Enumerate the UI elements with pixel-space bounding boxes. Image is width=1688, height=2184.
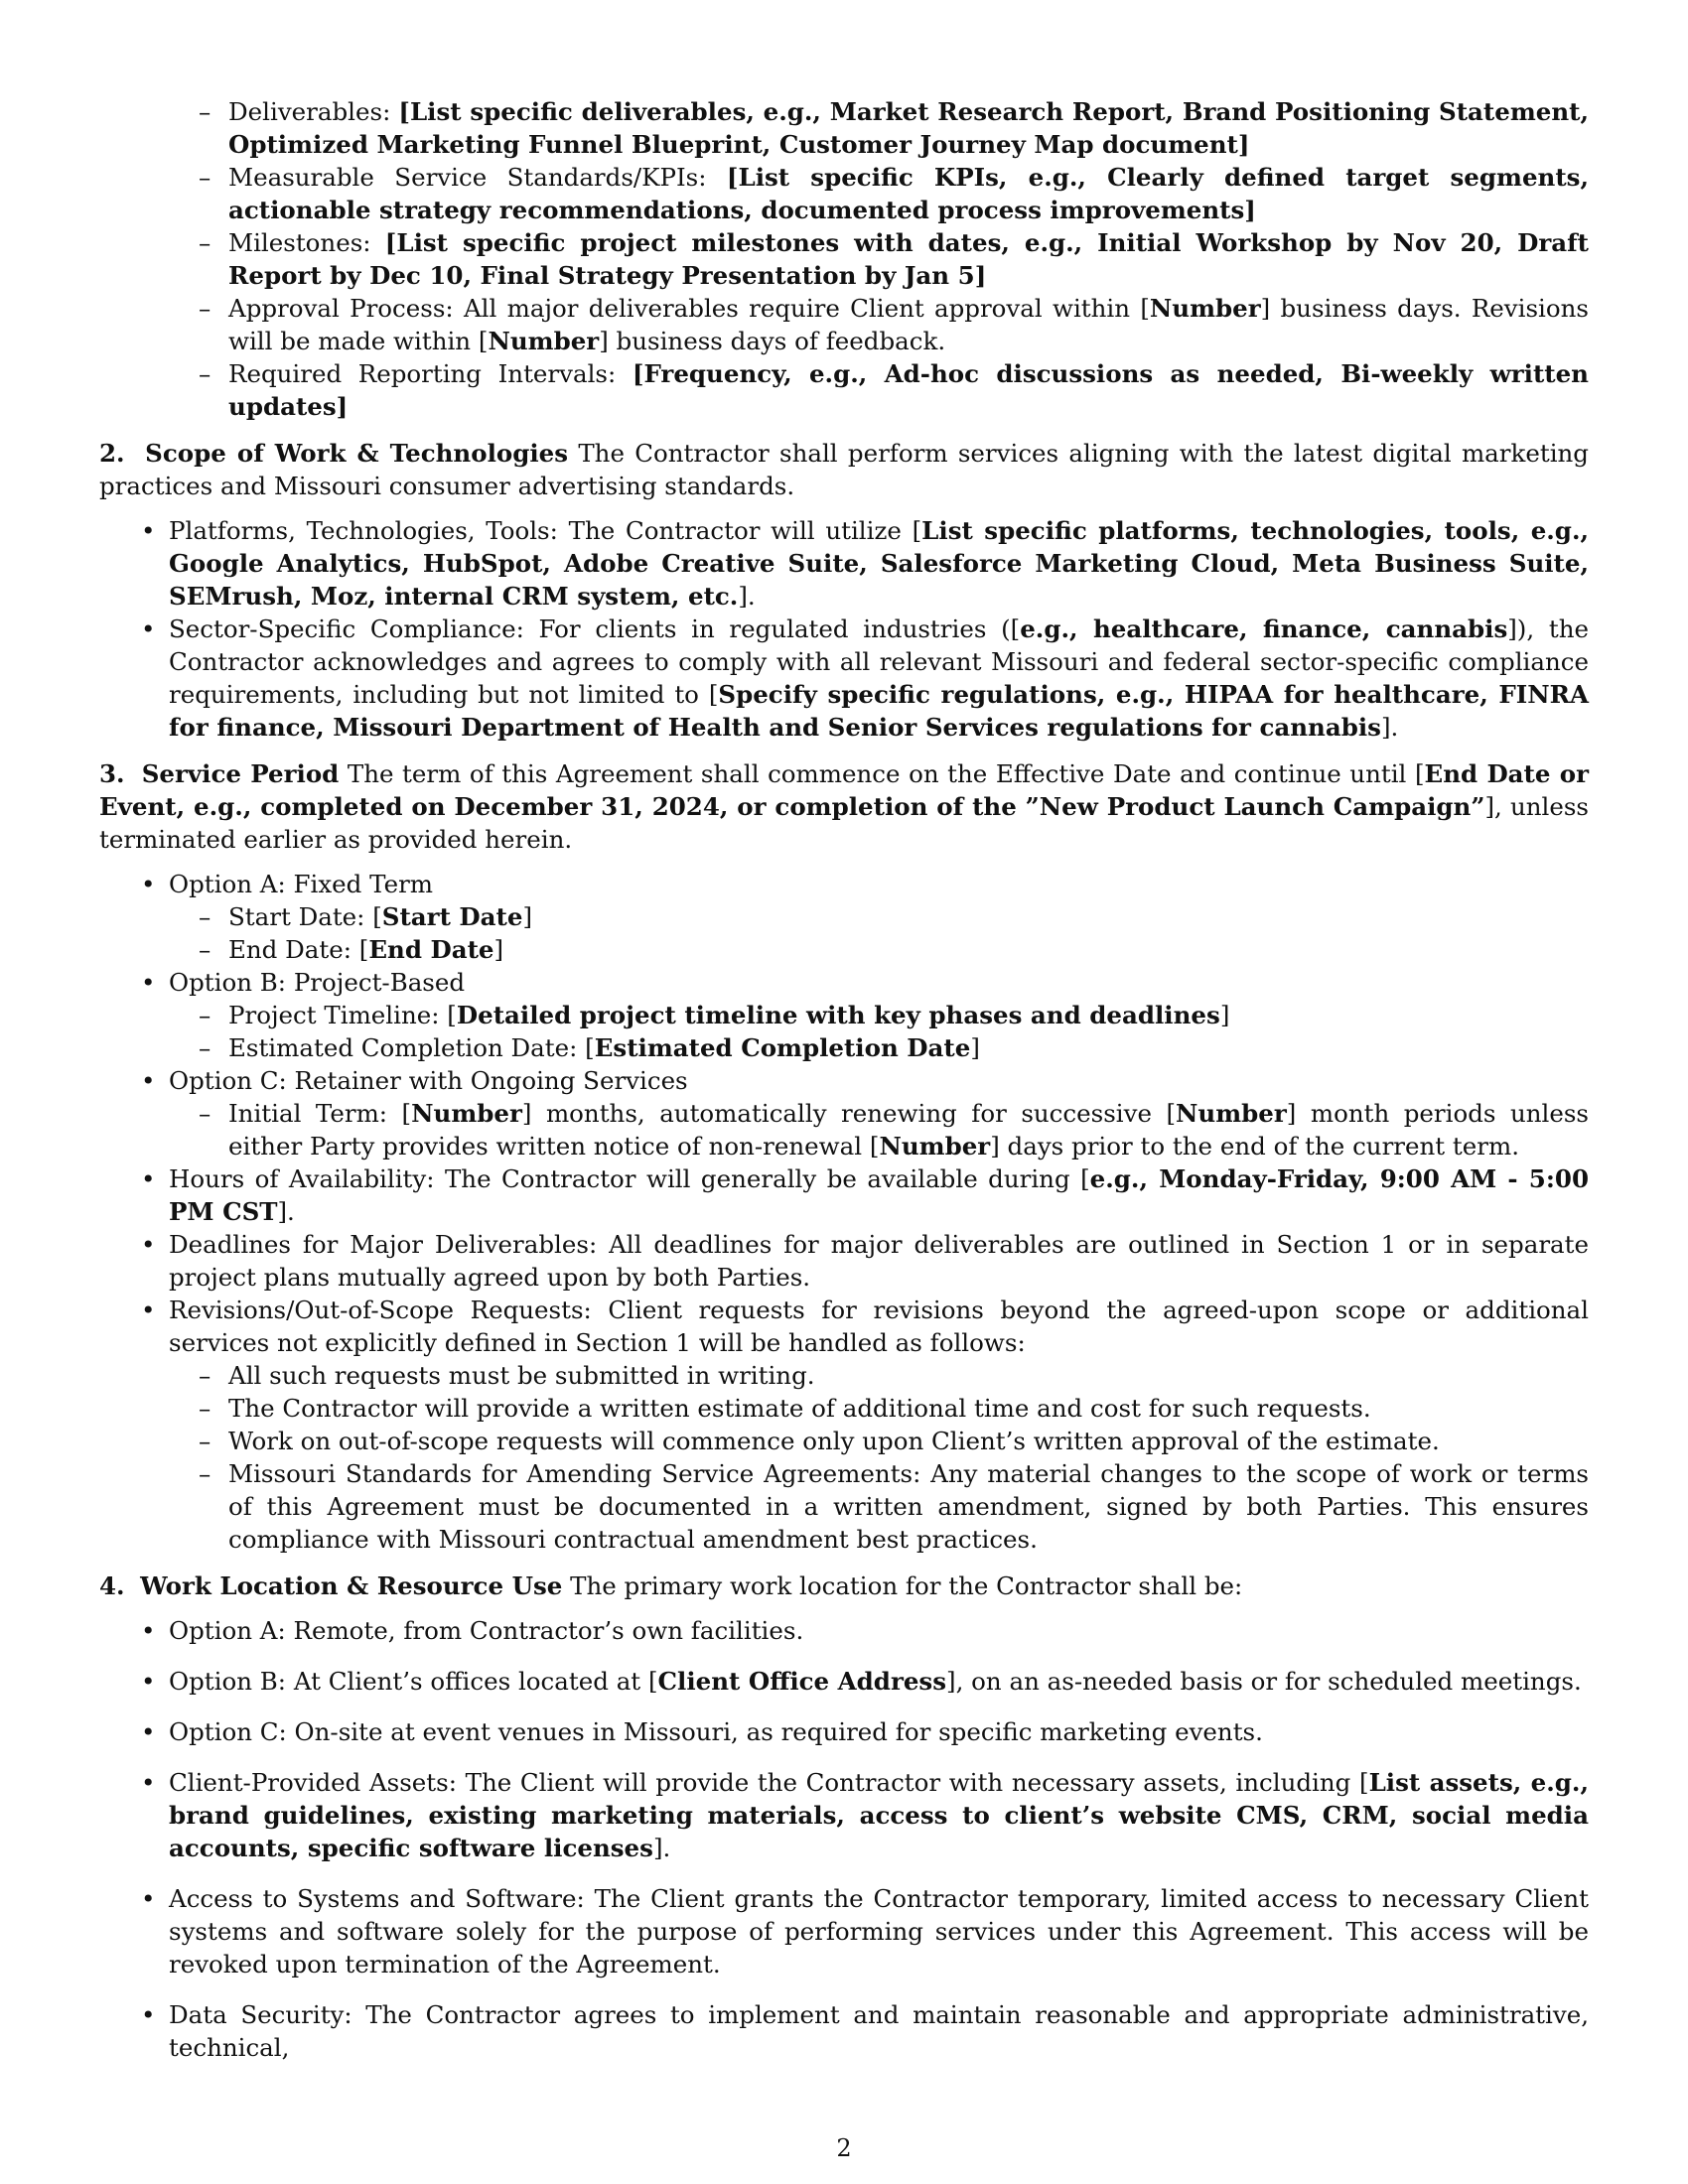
list-item: – Start Date: [Start Date] [169,900,1589,933]
list-item: – Required Reporting Intervals: [Frequency, e.g., Ad-hoc discussions as needed, Bi-weekly written updates] [99,357,1589,423]
list-item: • Option A: Fixed Term – Start Date: [Start Date] – End Date: [End Date] [99,868,1589,966]
list-item: – Initial Term: [Number] months, automatically renewing for successive [Number] month periods unless either Party provides written notice of non-renewal [Number] days prior to the end of the current term. [169,1097,1589,1162]
list-item: • Hours of Availability: The Contractor will generally be available during [e.g., Monday-Friday, 9:00 AM - 5:00 PM CST]. [99,1162,1589,1228]
list-item: • Option C: Retainer with Ongoing Services – Initial Term: [Number] months, automatically renewing for successive [Number] month periods unless either Party provides written notice of non-renewal [Number] days prior to the end of the current term. [99,1064,1589,1162]
list-item: • Option B: Project-Based – Project Timeline: [Detailed project timeline with key phases and deadlines] – Estimated Completion Date: [Estimated Completion Date] [99,966,1589,1064]
list-item: • Option C: On-site at event venues in Missouri, as required for specific marketing events. [99,1715,1589,1748]
list-item: – All such requests must be submitted in writing. [169,1359,1589,1392]
section-4 [99,1570,1589,2064]
list-item: – Missouri Standards for Amending Service Agreements: Any material changes to the scope of work or terms of this Agreement must be documented in a written amendment, signed by both Parties. This ensures compliance with Missouri contractual amendment best practices. [169,1457,1589,1556]
section-title: Scope of Work & Technologies [145,439,569,468]
section-4-heading: 4. Work Location & Resource Use The primary work location for the Contractor shall be: [99,1571,1243,1600]
section-2-list [99,514,1589,744]
list-item: – The Contractor will provide a written estimate of additional time and cost for such requests. [169,1392,1589,1425]
document-page [99,95,1589,2082]
section-3-heading: 3. Service Period The term of this Agreement shall commence on the Effective Date and continue until [End Date or Event, e.g., completed on December 31, 2024, or completion of the ”New Product Launch Campaign”], unless terminated earlier as provided herein. [99,759,1590,854]
section-3 [99,757,1589,1556]
list-item: – Deliverables: [List specific deliverables, e.g., Market Research Report, Brand Positioning Statement, Optimized Marketing Funnel Blueprint, Customer Journey Map document] [99,95,1589,161]
section-2 [99,437,1589,744]
section-4-list [99,1614,1589,2064]
list-item: • Sector-Specific Compliance: For clients in regulated industries ([e.g., healthcare, finance, cannabis]), the Contractor acknowledges and agrees to comply with all relevant Missouri and federal sector-specific compliance requirements, including but not limited to [Specify specific regulations, e.g., HIPAA for healthcare, FINRA for finance, Missouri Department of Health and Senior Services regulations for cannabis]. [99,613,1589,744]
list-item: • Access to Systems and Software: The Client grants the Contractor temporary, limited access to necessary Client systems and software solely for the purpose of performing services under this Agreement. This access will be revoked upon termination of the Agreement. [99,1882,1589,1980]
section-title: Work Location & Resource Use [140,1571,563,1600]
list-item: – Estimated Completion Date: [Estimated Completion Date] [169,1031,1589,1064]
section-title: Service Period [141,759,340,788]
list-item: – Measurable Service Standards/KPIs: [List specific KPIs, e.g., Clearly defined target segments, actionable strategy recommendations, documented process improvements] [99,161,1589,226]
list-item: • Platforms, Technologies, Tools: The Contractor will utilize [List specific platforms, technologies, tools, e.g., Google Analytics, HubSpot, Adobe Creative Suite, Salesforce Marketing Cloud, Meta Business Suite, SEMrush, Moz, internal CRM system, etc.]. [99,514,1589,613]
list-item: – Work on out-of-scope requests will commence only upon Client’s written approval of the estimate. [169,1425,1589,1457]
page-number: 2 [836,2134,852,2162]
list-item: • Revisions/Out-of-Scope Requests: Client requests for revisions beyond the agreed-upon scope or additional services not explicitly defined in Section 1 will be handled as follows: – All such requests must be submitted in writing. – The Contractor will provide a written estimate of additional time and cost for such requests. – Work on out-of-scope requests will commence only upon Client’s written approval of the estimate. – Missouri Standards for Amending Service Agreements: Any material changes to the scope of work or terms of this Agreement must be documented in a written amendment, signed by both Parties. This ensures compliance with Missouri contractual amendment best practices. [99,1294,1589,1556]
section1-sublist [99,95,1589,423]
section-2-heading: 2. Scope of Work & Technologies The Contractor shall perform services aligning with the latest digital marketing practices and Missouri consumer advertising standards. [99,439,1589,500]
list-item: • Deadlines for Major Deliverables: All deadlines for major deliverables are outlined in Section 1 or in separate project plans mutually agreed upon by both Parties. [99,1228,1589,1294]
list-item: – Approval Process: All major deliverables require Client approval within [Number] business days. Revisions will be made within [Number] business days of feedback. [99,292,1589,357]
list-item: – Project Timeline: [Detailed project timeline with key phases and deadlines] [169,999,1589,1031]
list-item: • Data Security: The Contractor agrees to implement and maintain reasonable and appropriate administrative, technical, [99,1998,1589,2064]
list-item: • Client-Provided Assets: The Client will provide the Contractor with necessary assets, including [List assets, e.g., brand guidelines, existing marketing materials, access to client’s website CMS, CRM, social media accounts, specific software licenses]. [99,1766,1589,1864]
list-item: • Option A: Remote, from Contractor’s own facilities. [99,1614,1589,1647]
list-item: – End Date: [End Date] [169,933,1589,966]
section-3-list [99,868,1589,1556]
list-item: • Option B: At Client’s offices located at [Client Office Address], on an as-needed basis or for scheduled meetings. [99,1665,1589,1698]
list-item: – Milestones: [List specific project milestones with dates, e.g., Initial Workshop by Nov 20, Draft Report by Dec 10, Final Strategy Presentation by Jan 5] [99,226,1589,292]
